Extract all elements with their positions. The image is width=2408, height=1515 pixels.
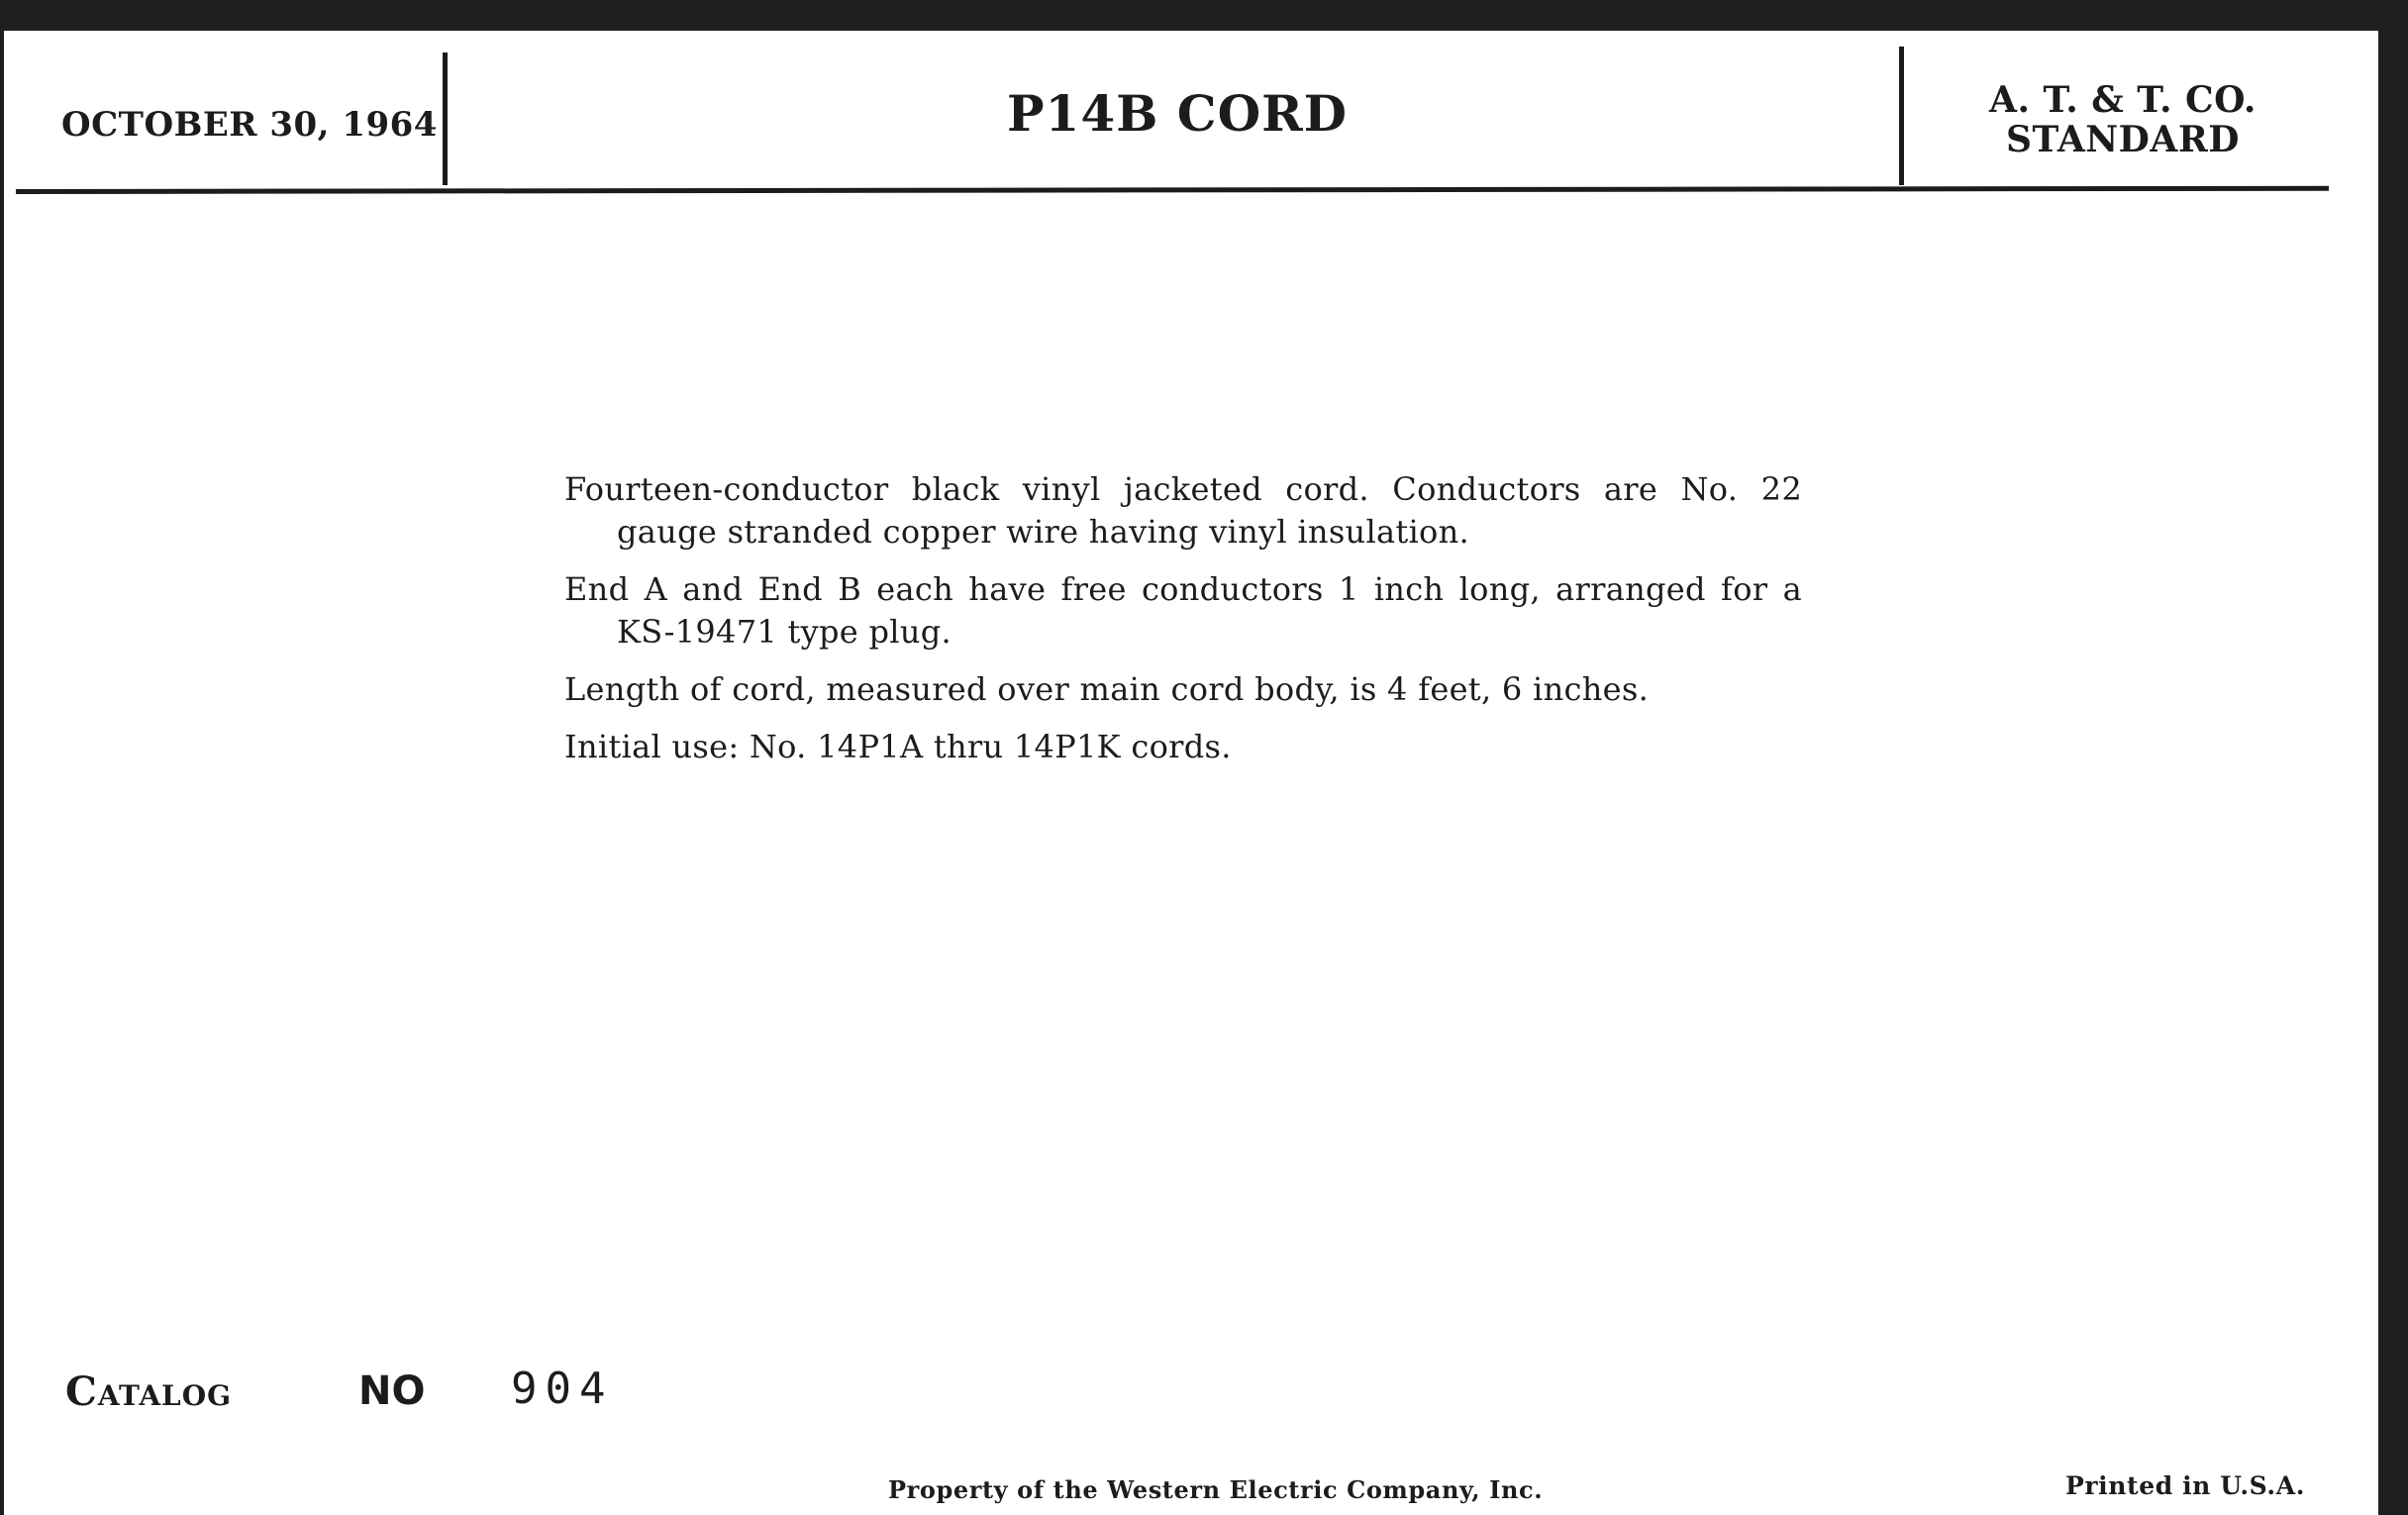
description-paragraph: Length of cord, measured over main cord body, is 4 feet, 6 inches. (564, 670, 1650, 708)
catalog-card (4, 31, 2378, 1515)
description-paragraph: End A and End B each have free conductors 1 inch long, arranged for a KS-19471 type plug. (564, 570, 1802, 651)
description-paragraph: Initial use: No. 14P1A thru 14P1K cords. (564, 728, 1232, 765)
header-divider-right (1899, 47, 1904, 185)
printed-notice: Printed in U.S.A. (2065, 1471, 2306, 1500)
header-divider-left (443, 52, 448, 185)
catalog-label: Catalog (65, 1368, 233, 1415)
page-title: P14B CORD (1006, 84, 1349, 143)
description-body (564, 468, 1802, 783)
issue-date: OCTOBER 30, 1964 (61, 105, 438, 145)
catalog-no-label: NO (358, 1368, 426, 1414)
catalog-number: 904 (511, 1364, 614, 1414)
standard-line-2: STANDARD (2006, 119, 2240, 160)
standard-line-1: A. T. & T. CO. (1989, 79, 2257, 121)
standard-block (1915, 80, 2331, 159)
header-rule (16, 186, 2329, 194)
property-notice: Property of the Western Electric Company, Inc. (888, 1475, 1544, 1504)
description-paragraph: Fourteen-conductor black vinyl jacketed cord. Conductors are No. 22 gauge stranded copper wire having vinyl insulation. (564, 470, 1802, 551)
